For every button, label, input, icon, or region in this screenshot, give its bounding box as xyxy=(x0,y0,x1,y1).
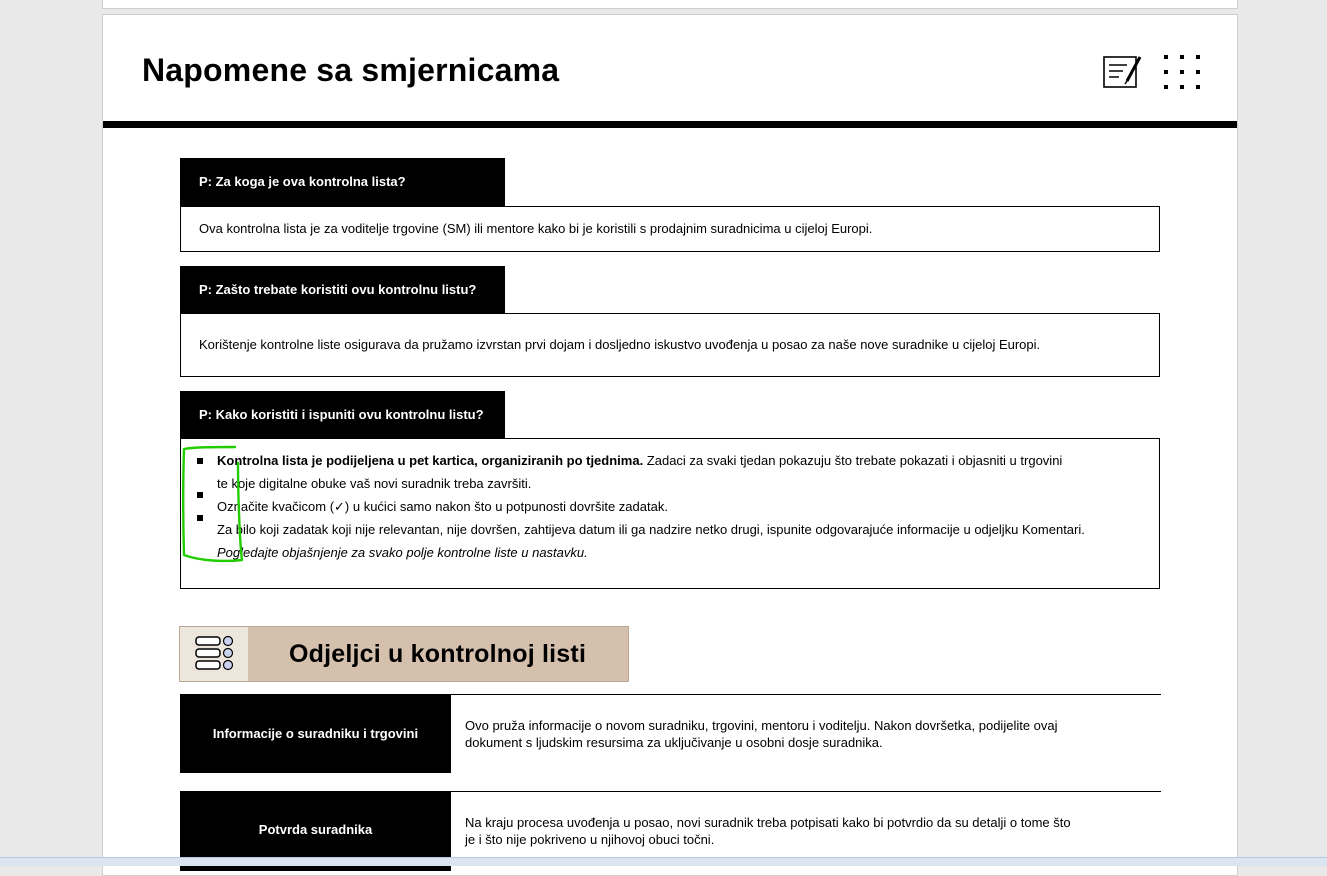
section-divider xyxy=(451,791,1161,792)
faq-question-3: P: Kako koristiti i ispuniti ovu kontrolnu listu? xyxy=(180,391,505,438)
faq-question-1: P: Za koga je ova kontrolna lista? xyxy=(180,158,505,206)
bullet-marker xyxy=(197,458,203,464)
section-description-line: Na kraju procesa uvođenja u posao, novi suradnik treba potpisati kako bi potvrdio da su detalji o tome što xyxy=(465,815,1071,830)
faq-answer-2: Korištenje kontrolne liste osigurava da pružamo izvrstan prvi dojam i dosljedno iskustvo uvođenja u posao za naše nove suradnike u cijeloj Europi. xyxy=(180,313,1160,377)
section-description xyxy=(465,717,1145,751)
section-description-line: dokument s ljudskim resursima za uključivanje u osobni dosje suradnika. xyxy=(465,735,883,750)
list-item-continuation: te koje digitalne obuke vaš novi suradnik treba završiti. xyxy=(217,476,532,491)
previous-page-edge xyxy=(102,0,1238,9)
faq-answer-1: Ova kontrolna lista je za voditelje trgovine (SM) ili mentore kako bi je koristili s prodajnim suradnicima u cijeloj Europi. xyxy=(180,206,1160,252)
bullet-list xyxy=(217,449,1177,564)
list-item xyxy=(217,518,1177,541)
note-text: Pogledajte objašnjenje za svako polje kontrolne liste u nastavku. xyxy=(217,545,588,560)
sections-title: Odjeljci u kontrolnoj listi xyxy=(289,640,587,668)
list-item xyxy=(217,495,1177,518)
document-page xyxy=(102,14,1238,876)
section-label-confirmation: Potvrda suradnika xyxy=(180,791,451,871)
section-description xyxy=(465,814,1145,848)
section-divider xyxy=(451,694,1161,695)
bullet-marker xyxy=(197,515,203,521)
bullet-bold-text: Kontrolna lista je podijeljena u pet kartica, organiziranih po tjednima. xyxy=(217,453,644,468)
faq-question-2: P: Zašto trebate koristiti ovu kontrolnu listu? xyxy=(180,266,505,313)
title-divider xyxy=(103,121,1237,128)
section-description-line: Ovo pruža informacije o novom suradniku, trgovini, mentoru i voditelju. Nakon dovršetka, podijelite ovaj xyxy=(465,718,1058,733)
bullet-marker xyxy=(197,492,203,498)
list-item xyxy=(217,449,1177,472)
page-title: Napomene sa smjernicama xyxy=(142,52,560,88)
list-options-icon xyxy=(180,627,248,681)
bullet-text: Označite kvačicom (✓) u kućici samo nakon što u potpunosti dovršite zadatak. xyxy=(217,499,668,514)
bullet-text: Zadaci za svaki tjedan pokazuju što trebate pokazati i objasniti u trgovini xyxy=(643,453,1063,468)
sections-banner xyxy=(179,626,629,682)
section-label-associate-store: Informacije o suradniku i trgovini xyxy=(180,694,451,773)
grid-dots-icon[interactable] xyxy=(1162,53,1202,91)
bullet-text: Za bilo koji zadatak koji nije relevantan, nije dovršen, zahtijeva datum ili ga nadzire netko drugi, ispunite odgovarajuće informacije u odjeljku Komentari. xyxy=(217,522,1085,537)
faq-answer-3 xyxy=(180,438,1160,589)
banner-icon-box xyxy=(180,627,248,681)
section-description-line: je i što nije pokriveno u njihovoj obuci točni. xyxy=(465,832,715,847)
edit-note-icon[interactable] xyxy=(1103,53,1143,91)
